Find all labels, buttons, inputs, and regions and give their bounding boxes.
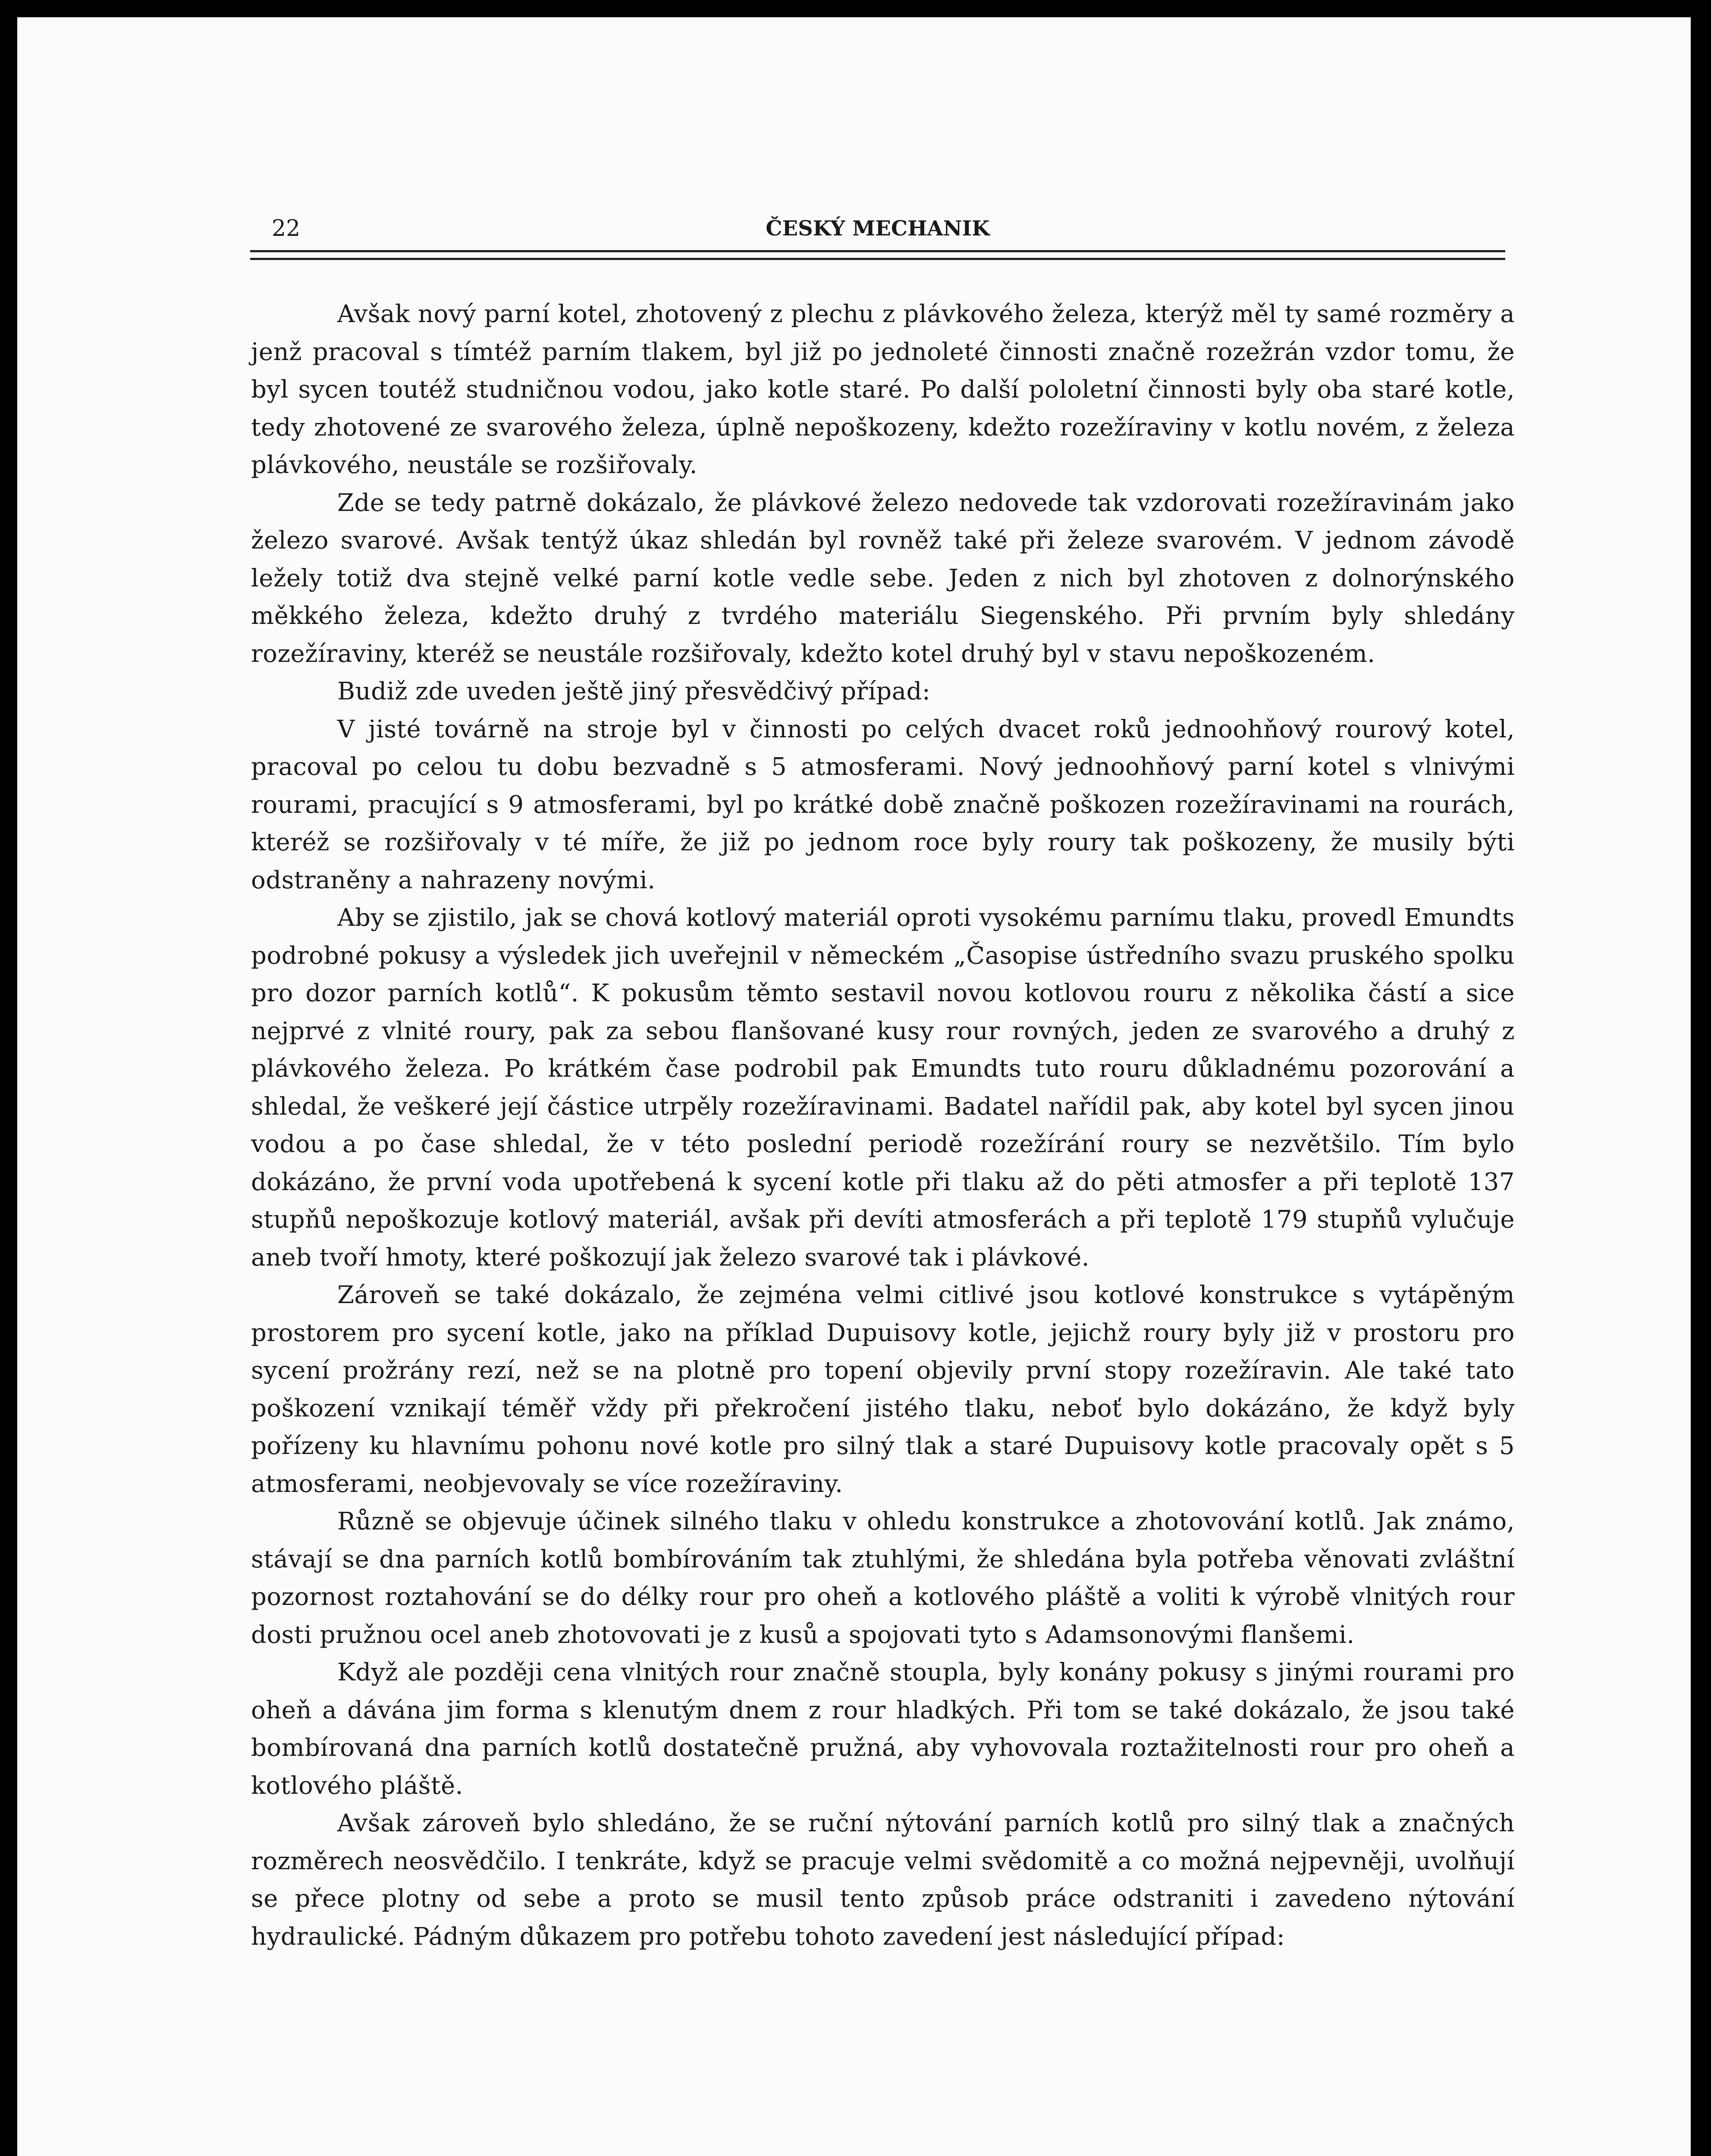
article-body bbox=[251, 295, 1515, 1955]
header-rule-bottom bbox=[250, 258, 1505, 260]
paragraph: Různě se objevuje účinek silného tlaku v ohledu konstrukce a zhotovování kotlů. Jak známo, stávají se dna parních kotlů bombírováním tak ztuhlými, že shledána byla potřeba věnovati zvláštní pozornost roztahování se do délky rour pro oheň a kotlového pláště a voliti k výrobě vlnitých rour dosti pružnou ocel aneb zhotovovati je z kusů a spojovati tyto s Adamsonovými flanšemi. bbox=[251, 1507, 1515, 1649]
running-title: ČESKÝ MECHANIK bbox=[766, 216, 990, 241]
paragraph: Zároveň se také dokázalo, že zejména velmi citlivé jsou kotlové konstrukce s vytápěným prostorem pro sycení kotle, jako na příklad Dupuisovy kotle, jejichž roury byly již v prostoru pro sycení prožrány rezí, než se na plotně pro topení objevily první stopy rozežíravin. Ale také tato poškození vznikají téměř vždy při překročení jistého tlaku, neboť bylo dokázáno, že když byly pořízeny ku hlavnímu pohonu nové kotle pro silný tlak a staré Dupuisovy kotle pracovaly opět s 5 atmosferami, neobjevovaly se více rozežíraviny. bbox=[251, 1281, 1515, 1498]
paragraph: Avšak zároveň bylo shledáno, že se ruční nýtování parních kotlů pro silný tlak a značných rozměrech neosvědčilo. I tenkráte, když se pracuje velmi svědomitě a co možná nejpevněji, uvolňují se přece plotny od sebe a proto se musil tento způsob práce odstraniti i zavedeno nýtování hydraulické. Pádným důkazem pro potřebu tohoto zavedení jest následující případ: bbox=[251, 1809, 1515, 1951]
page-number: 22 bbox=[272, 216, 301, 241]
paragraph: Aby se zjistilo, jak se chová kotlový materiál oproti vysokému parnímu tlaku, provedl Emundts podrobné pokusy a výsledek jich uveřejnil v německém „Časopise ústředního svazu pruského spolku pro dozor parních kotlů“. K pokusům těmto sestavil novou kotlovou rouru z několika částí a sice nejprvé z vlnité roury, pak za sebou flanšované kusy rour rovných, jeden ze svarového a druhý z plávkového železa. Po krátkém čase podrobil pak Emundts tuto rouru důkladnému pozorování a shledal, že veškeré její částice utrpěly rozežíravinami. Badatel nařídil pak, aby kotel byl sycen jinou vodou a po čase shledal, že v této poslední periodě rozežírání roury se nezvětšilo. Tím bylo dokázáno, že první voda upotřebená k sycení kotle při tlaku až do pěti atmosfer a při teplotě 137 stupňů nepoškozuje kotlový materiál, avšak při devíti atmosferách a při teplotě 179 stupňů vylučuje aneb tvoří hmoty, které poškozují jak železo svarové tak i plávkové. bbox=[251, 904, 1515, 1272]
paragraph: Zde se tedy patrně dokázalo, že plávkové železo nedovede tak vzdorovati rozežíravinám jako železo svarové. Avšak tentýž úkaz shledán byl rovněž také při železe svarovém. V jednom závodě ležely totiž dva stejně velké parní kotle vedle sebe. Jeden z nich byl zhotoven z dolnorýnského měkkého železa, kdežto druhý z tvrdého materiálu Siegenského. Při prvním byly shledány rozežíraviny, kteréž se neustále rozšiřovaly, kdežto kotel druhý byl v stavu nepoškozeném. bbox=[251, 489, 1515, 668]
paragraph: Budiž zde uveden ještě jiný přesvědčivý případ: bbox=[337, 677, 931, 705]
paragraph: Když ale později cena vlnitých rour značně stoupla, byly konány pokusy s jinými rourami pro oheň a dávána jim forma s klenutým dnem z rour hladkých. Při tom se také dokázalo, že jsou také bombírovaná dna parních kotlů dostatečně pružná, aby vyhovovala roztažitelnosti rour pro oheň a kotlového pláště. bbox=[251, 1658, 1515, 1800]
header-rule-top bbox=[250, 250, 1505, 252]
page-header bbox=[250, 216, 1505, 254]
paragraph: Avšak nový parní kotel, zhotovený z plechu z plávkového železa, kterýž měl ty samé rozměry a jenž pracoval s tímtéž parním tlakem, byl již po jednoleté činnosti značně rozežrán vzdor tomu, že byl sycen toutéž studničnou vodou, jako kotle staré. Po další pololetní činnosti byly oba staré kotle, tedy zhotovené ze svarového železa, úplně nepoškozeny, kdežto rozežíraviny v kotlu novém, z železa plávkového, neustále se rozšiřovaly. bbox=[251, 300, 1515, 479]
paragraph: V jisté továrně na stroje byl v činnosti po celých dvacet roků jednoohňový rourový kotel, pracoval po celou tu dobu bezvadně s 5 atmosferami. Nový jednoohňový parní kotel s vlnivými rourami, pracující s 9 atmosferami, byl po krátké době značně poškozen rozežíravinami na rourách, kteréž se rozšiřovaly v té míře, že již po jednom roce byly roury tak poškozeny, že musily býti odstraněny a nahrazeny novými. bbox=[251, 715, 1515, 894]
